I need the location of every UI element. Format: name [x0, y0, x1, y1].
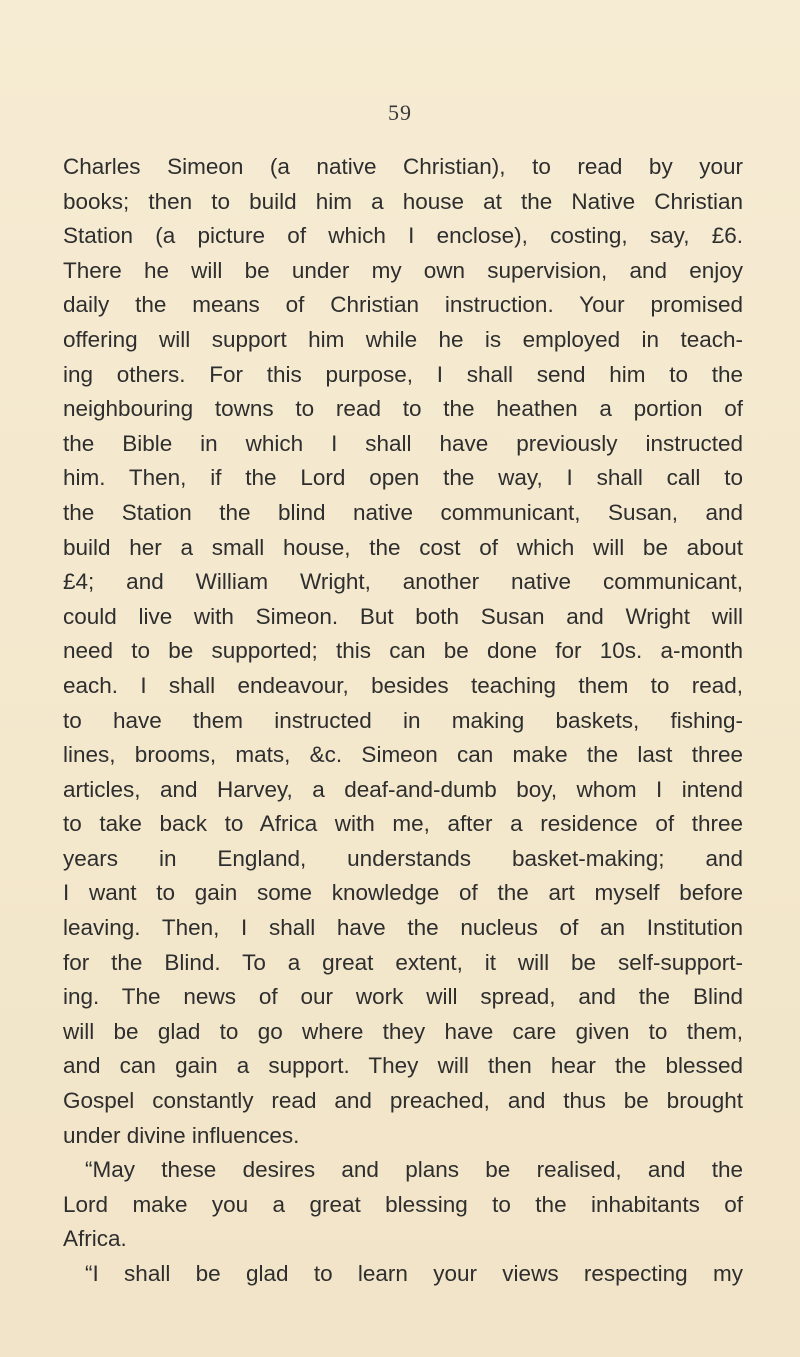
text-line: Lord make you a great blessing to the inhabitants of: [63, 1191, 743, 1217]
text-line: will be glad to go where they have care given to them,: [63, 1018, 743, 1044]
text-line: could live with Simeon. But both Susan and Wright will: [63, 603, 743, 629]
text-line: him. Then, if the Lord open the way, I shall call to: [63, 465, 743, 491]
text-line: Charles Simeon (a native Christian), to read by your: [63, 154, 743, 179]
text-line: Gospel constantly read and preached, and thus be brought: [63, 1088, 743, 1114]
text-line: £4; and William Wright, another native communicant,: [63, 569, 743, 595]
text-line: under divine influences.: [63, 1122, 300, 1148]
text-line: to take back to Africa with me, after a residence of three: [63, 811, 743, 837]
text-line: ing others. For this purpose, I shall send him to the: [63, 361, 743, 387]
text-line: leaving. Then, I shall have the nucleus of an Institution: [63, 915, 743, 941]
text-line: years in England, understands basket-making; and: [63, 845, 743, 871]
text-line: Station (a picture of which I enclose), costing, say, £6.: [63, 223, 743, 249]
text-line: Africa.: [63, 1226, 127, 1252]
text-line: each. I shall endeavour, besides teaching them to read,: [63, 672, 743, 698]
text-line: the Station the blind native communicant, Susan, and: [63, 499, 743, 525]
text-line: lines, brooms, mats, &c. Simeon can make the last three: [63, 742, 743, 768]
text-line: neighbouring towns to read to the heathen a portion of: [63, 396, 743, 422]
text-line: daily the means of Christian instruction. Your promised: [63, 292, 743, 318]
body-text: [63, 150, 743, 1292]
text-line: need to be supported; this can be done for 10s. a-month: [63, 638, 743, 664]
text-line: “I shall be glad to learn your views respecting my: [85, 1261, 743, 1286]
page-number: 59: [388, 100, 412, 125]
text-line: ing. The news of our work will spread, and the Blind: [63, 984, 743, 1010]
text-line: I want to gain some knowledge of the art myself before: [63, 880, 743, 906]
text-line: “May these desires and plans be realised, and the: [85, 1157, 743, 1183]
text-line: build her a small house, the cost of which will be about: [63, 534, 743, 560]
text-line: for the Blind. To a great extent, it will be self-support-: [63, 949, 743, 975]
text-line: the Bible in which I shall have previously instructed: [63, 430, 743, 456]
text-line: to have them instructed in making baskets, fishing-: [63, 707, 743, 733]
text-line: and can gain a support. They will then hear the blessed: [63, 1053, 743, 1079]
text-line: offering will support him while he is employed in teach-: [63, 326, 743, 352]
text-line: There he will be under my own supervision, and enjoy: [63, 257, 743, 283]
text-line: articles, and Harvey, a deaf-and-dumb boy, whom I intend: [63, 776, 743, 802]
text-line: books; then to build him a house at the Native Christian: [63, 188, 743, 214]
